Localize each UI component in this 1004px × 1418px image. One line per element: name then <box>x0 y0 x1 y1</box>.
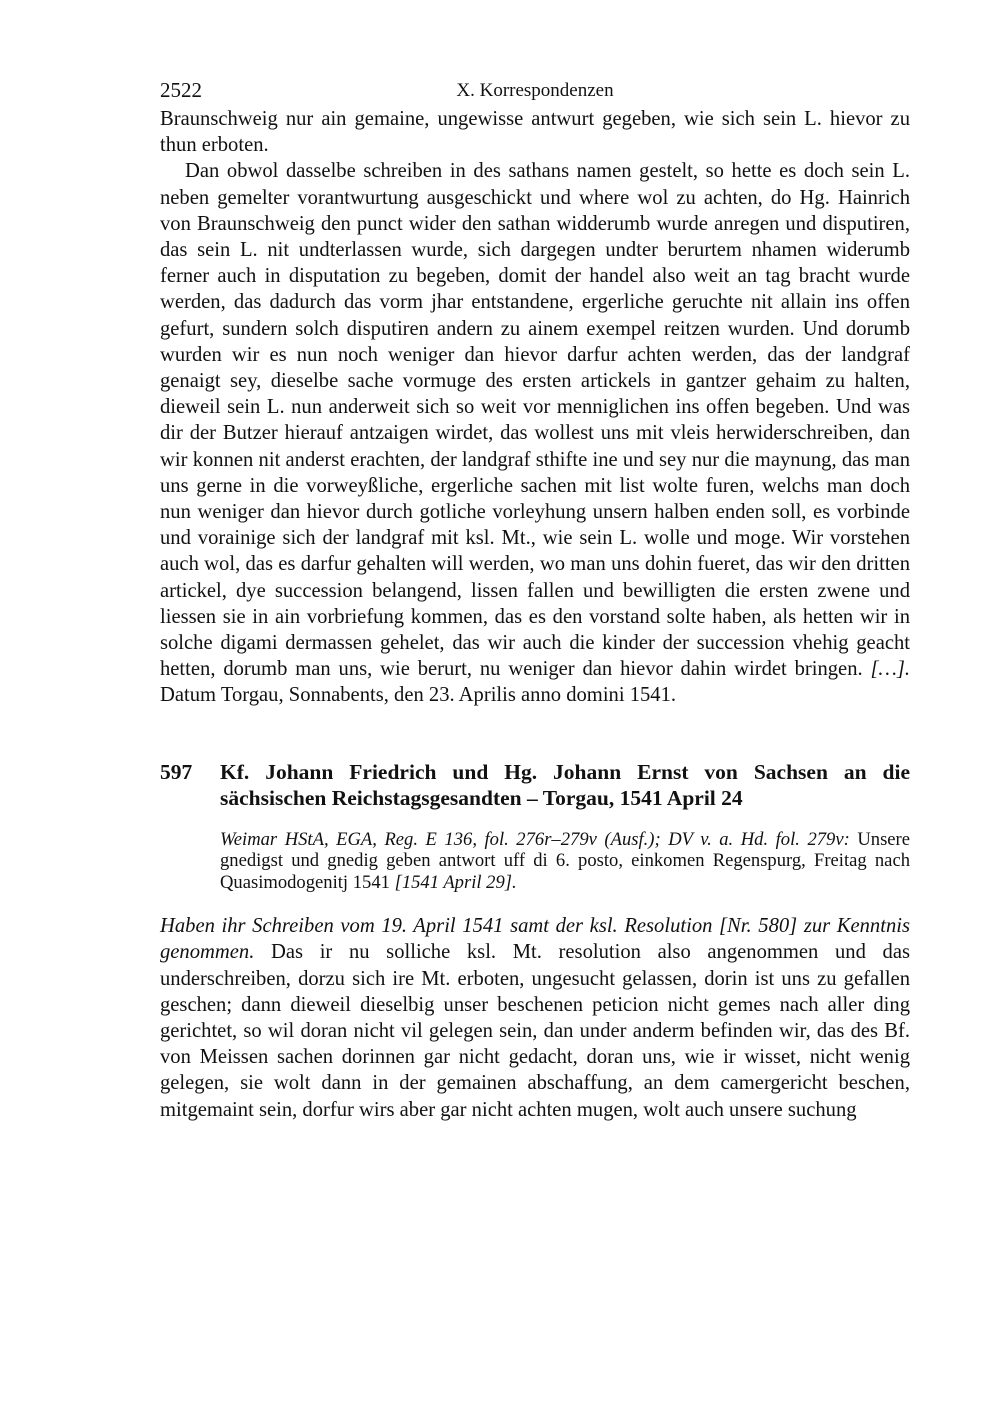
running-title: X. Korrespondenzen <box>456 80 614 101</box>
source-reference: Weimar HStA, EGA, Reg. E 136, fol. 276r–279v (Ausf.); DV v. a. Hd. fol. 279v: <box>220 828 850 850</box>
page-number: 2522 <box>160 78 202 102</box>
dorsal-note: Unsere gnedigst und gnedig geben antwort uff di 6. posto, einkomen Regenspurg, Freitag nach Quasimodogenitj 1541 <box>220 828 911 893</box>
editorial-summary: Haben ihr Schreiben vom 19. April 1541 samt der ksl. Resolution [Nr. 580] zur Kenntnis genommen. <box>160 915 910 964</box>
source-date: [1541 April 29]. <box>394 871 517 893</box>
dating-line: Datum Torgau, Sonnabents, den 23. Aprilis anno domini 1541. <box>160 684 677 707</box>
paragraph <box>160 913 910 1123</box>
omission-mark: […]. <box>870 658 911 681</box>
document-number: 597 <box>160 759 193 784</box>
document-heading <box>160 759 910 811</box>
continuation-text <box>160 106 910 709</box>
source-note <box>220 829 910 894</box>
running-head <box>160 78 910 106</box>
document-text: Das ir nu solliche ksl. Mt. resolution also angenommen und das underschreiben, dorzu sich ire Mt. erboten, ungesucht gelassen, dorin ist uns zu gefallen geschen; dann dieweil dieselbig unser beschenen peticion nicht gemes nach aller ding gerichtet, so wil doran nicht vil gelegen sein, dan under anderm befinden wir, das des Bf. von Meissen sachen dorinnen gar nicht gedacht, doran uns, wie ir wisset, nicht wenig gelegen, sie wolt dann in der gemainen abschaffung, an dem camergericht beschen, mitgemaint sein, dorfur wirs aber gar nicht achten mugen, wolt auch unsere suchung <box>160 941 910 1121</box>
document-body <box>160 913 910 1123</box>
document-title: Kf. Johann Friedrich und Hg. Johann Ernst von Sachsen an die sächsischen Reichstagsgesandten – Torgau, 1541 April 24 <box>220 759 910 810</box>
paragraph: Braunschweig nur ain gemaine, ungewisse antwurt gegeben, wie sich sein L. hievor zu thun erboten. <box>160 108 910 157</box>
paragraph <box>160 158 910 708</box>
paragraph-main: Dan obwol dasselbe schreiben in des sathans namen gestelt, so hette es doch sein L. neben gemelter vorantwurtung ausgeschickt und where wol zu achten, do Hg. Hainrich von Braunschweig den punct wider den sathan widderumb wurde anregen und disputiren, das sein L. nit undterlassen wurde, sich dargegen undter berurtem nhamen widerumb ferner auch in disputation zu begeben, domit der handel also weit an tag bracht wurde werden, das dadurch das vorm jhar entstandene, ergerliche geruchte nit allain ins offen gefurt, sundern solch disputiren andern zu ainem exempel reitzen wurden. Und dorumb wurden wir es nun noch weniger dan hievor darfur achten werden, das der landgraf genaigt sey, dieselbe sache vormuge des ersten artickels in gantzer gehaim zu halten, dieweil sein L. nun anderweit sich so weit vor menniglichen ins offen begeben. Und was dir der Butzer hierauf antzaigen wirdet, das wollest uns mit vleis herwiderschreiben, dan wir konnen nit anderst erachten, der landgraf sthifte ine und sey nur die maynung, das man uns gerne in die vorweyßliche, ergerliche sachen mit list wolte furen, welchs man doch nun weniger dan hievor durch gotliche vorleyhung unsern halben enden soll, es vorbinde und vorainige sich der landgraf mit ksl. Mt., wie sein L. wolle und moge. Wir vorstehen auch wol, das es darfur gehalten will werden, wo man uns dohin fueret, das wir den dritten artickel, dye succession belangend, lissen fallen und bewilligten die ersten zwene und liessen sie in ain vorbriefung kommen, das es den vorstand solte haben, als hetten wir in solche digami dermassen gehelet, das wir auch die kinder der succession vhehig geacht hetten, dorumb man uns, wie berurt, nu weniger dan hievor dahin wirdet bringen. <box>160 160 910 681</box>
page <box>160 78 910 1123</box>
